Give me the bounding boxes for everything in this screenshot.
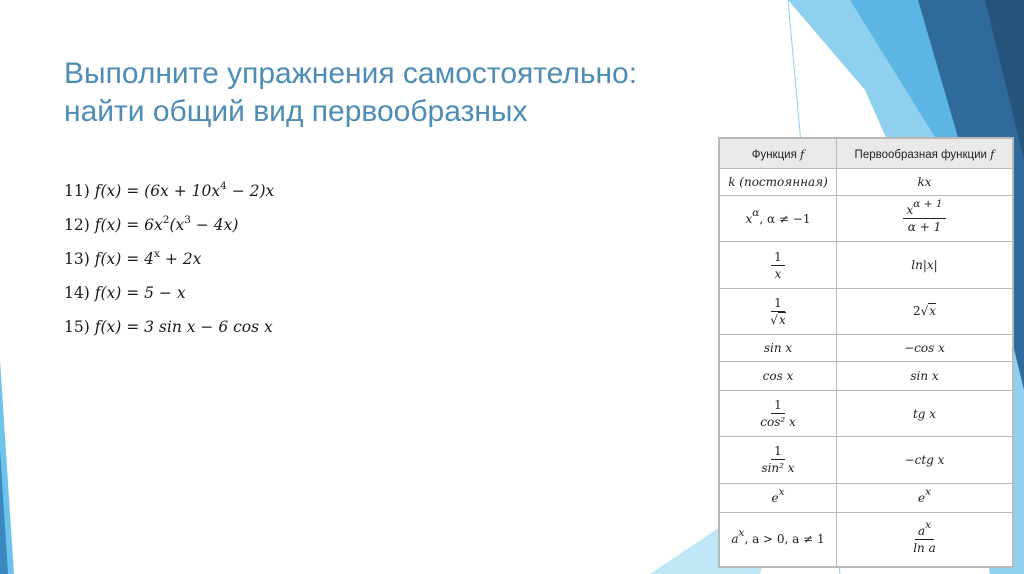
exercise-rhs: 3 sin x − 6 cos x (144, 318, 273, 336)
exercise-11 (64, 178, 274, 212)
exercise-list (64, 178, 274, 348)
cell-function: $x^\alpha$, α ≠ −1 (720, 196, 837, 242)
table-row (720, 362, 1013, 391)
cell-antiderivative: tg x (837, 391, 1013, 437)
exercise-rhs: 4 (144, 250, 155, 268)
exercise-number: 15) (64, 318, 90, 336)
cell-function: sin x (720, 334, 837, 361)
exercise-lhs: f(x) = (94, 250, 145, 268)
antiderivative-table-grid (719, 138, 1013, 567)
exercise-lhs: f(x) = (94, 216, 145, 234)
title-line-1: Выполните упражнения самостоятельно: (64, 57, 638, 90)
table-row (720, 288, 1013, 334)
cell-function: $\frac{1}{√x}$ (720, 288, 837, 334)
antiderivative-table (718, 137, 1014, 568)
title-line-2: найти общий вид первообразных (64, 95, 528, 128)
table-header-row (720, 139, 1013, 169)
exercise-exponent: 4 (220, 180, 227, 192)
cell-function: $\frac{1}{\text{cos² x}}$ (720, 391, 837, 437)
exercise-lhs: f(x) = (94, 182, 145, 200)
exercise-rhs: 6x (144, 216, 163, 234)
cell-function: cos x (720, 362, 837, 391)
cell-antiderivative: $\frac{x^{\alpha + 1}}{\alpha + 1}$ (837, 196, 1013, 242)
cell-antiderivative: 2√x (837, 288, 1013, 334)
exercise-lhs: f(x) = (94, 318, 145, 336)
exercise-rhs: (6x + 10x (144, 182, 221, 200)
cell-antiderivative: −cos x (837, 334, 1013, 361)
exercise-rhs-mid: (x (169, 216, 185, 234)
table-row (720, 169, 1013, 196)
cell-function: $\frac{1}{\text{sin² x}}$ (720, 437, 837, 483)
exercise-rhs-tail: − 2)x (226, 182, 275, 200)
table-row (720, 483, 1013, 512)
exercise-exponent: x (154, 248, 160, 260)
exercise-number: 14) (64, 284, 90, 302)
exercise-number: 13) (64, 250, 90, 268)
cell-function: $e^x$ (720, 483, 837, 512)
exercise-rhs-tail: − 4x) (190, 216, 239, 234)
exercise-exponent: 2 (162, 214, 170, 226)
cell-antiderivative: kx (837, 169, 1013, 196)
exercise-rhs: 5 − x (144, 284, 186, 302)
table-row (720, 242, 1013, 288)
cell-antiderivative: ln|x| (837, 242, 1013, 288)
exercise-12 (64, 212, 274, 246)
table-row (720, 196, 1013, 242)
cell-function: k (постоянная) (720, 169, 837, 196)
cell-antiderivative: sin x (837, 362, 1013, 391)
slide-title (64, 55, 724, 131)
exercise-number: 11) (64, 182, 90, 200)
table-row (720, 512, 1013, 566)
table-row (720, 437, 1013, 483)
table-row (720, 391, 1013, 437)
exercise-rhs-tail: + 2x (159, 250, 202, 268)
exercise-lhs: f(x) = (94, 284, 145, 302)
table-row (720, 334, 1013, 361)
cell-function: $a^x$, a > 0, a ≠ 1 (720, 512, 837, 566)
exercise-14 (64, 280, 274, 314)
header-antiderivative: Первообразная функции f (837, 139, 1013, 169)
exercise-13 (64, 246, 274, 280)
cell-antiderivative: $\frac{a^x}{\text{ln a}}$ (837, 512, 1013, 566)
cell-function: $\frac{1}{x}$ (720, 242, 837, 288)
exercise-number: 12) (64, 216, 90, 234)
header-function: Функция f (720, 139, 837, 169)
cell-antiderivative: −ctg x (837, 437, 1013, 483)
cell-antiderivative: $e^x$ (837, 483, 1013, 512)
exercise-15 (64, 314, 274, 348)
exercise-exponent-2: 3 (184, 214, 191, 226)
